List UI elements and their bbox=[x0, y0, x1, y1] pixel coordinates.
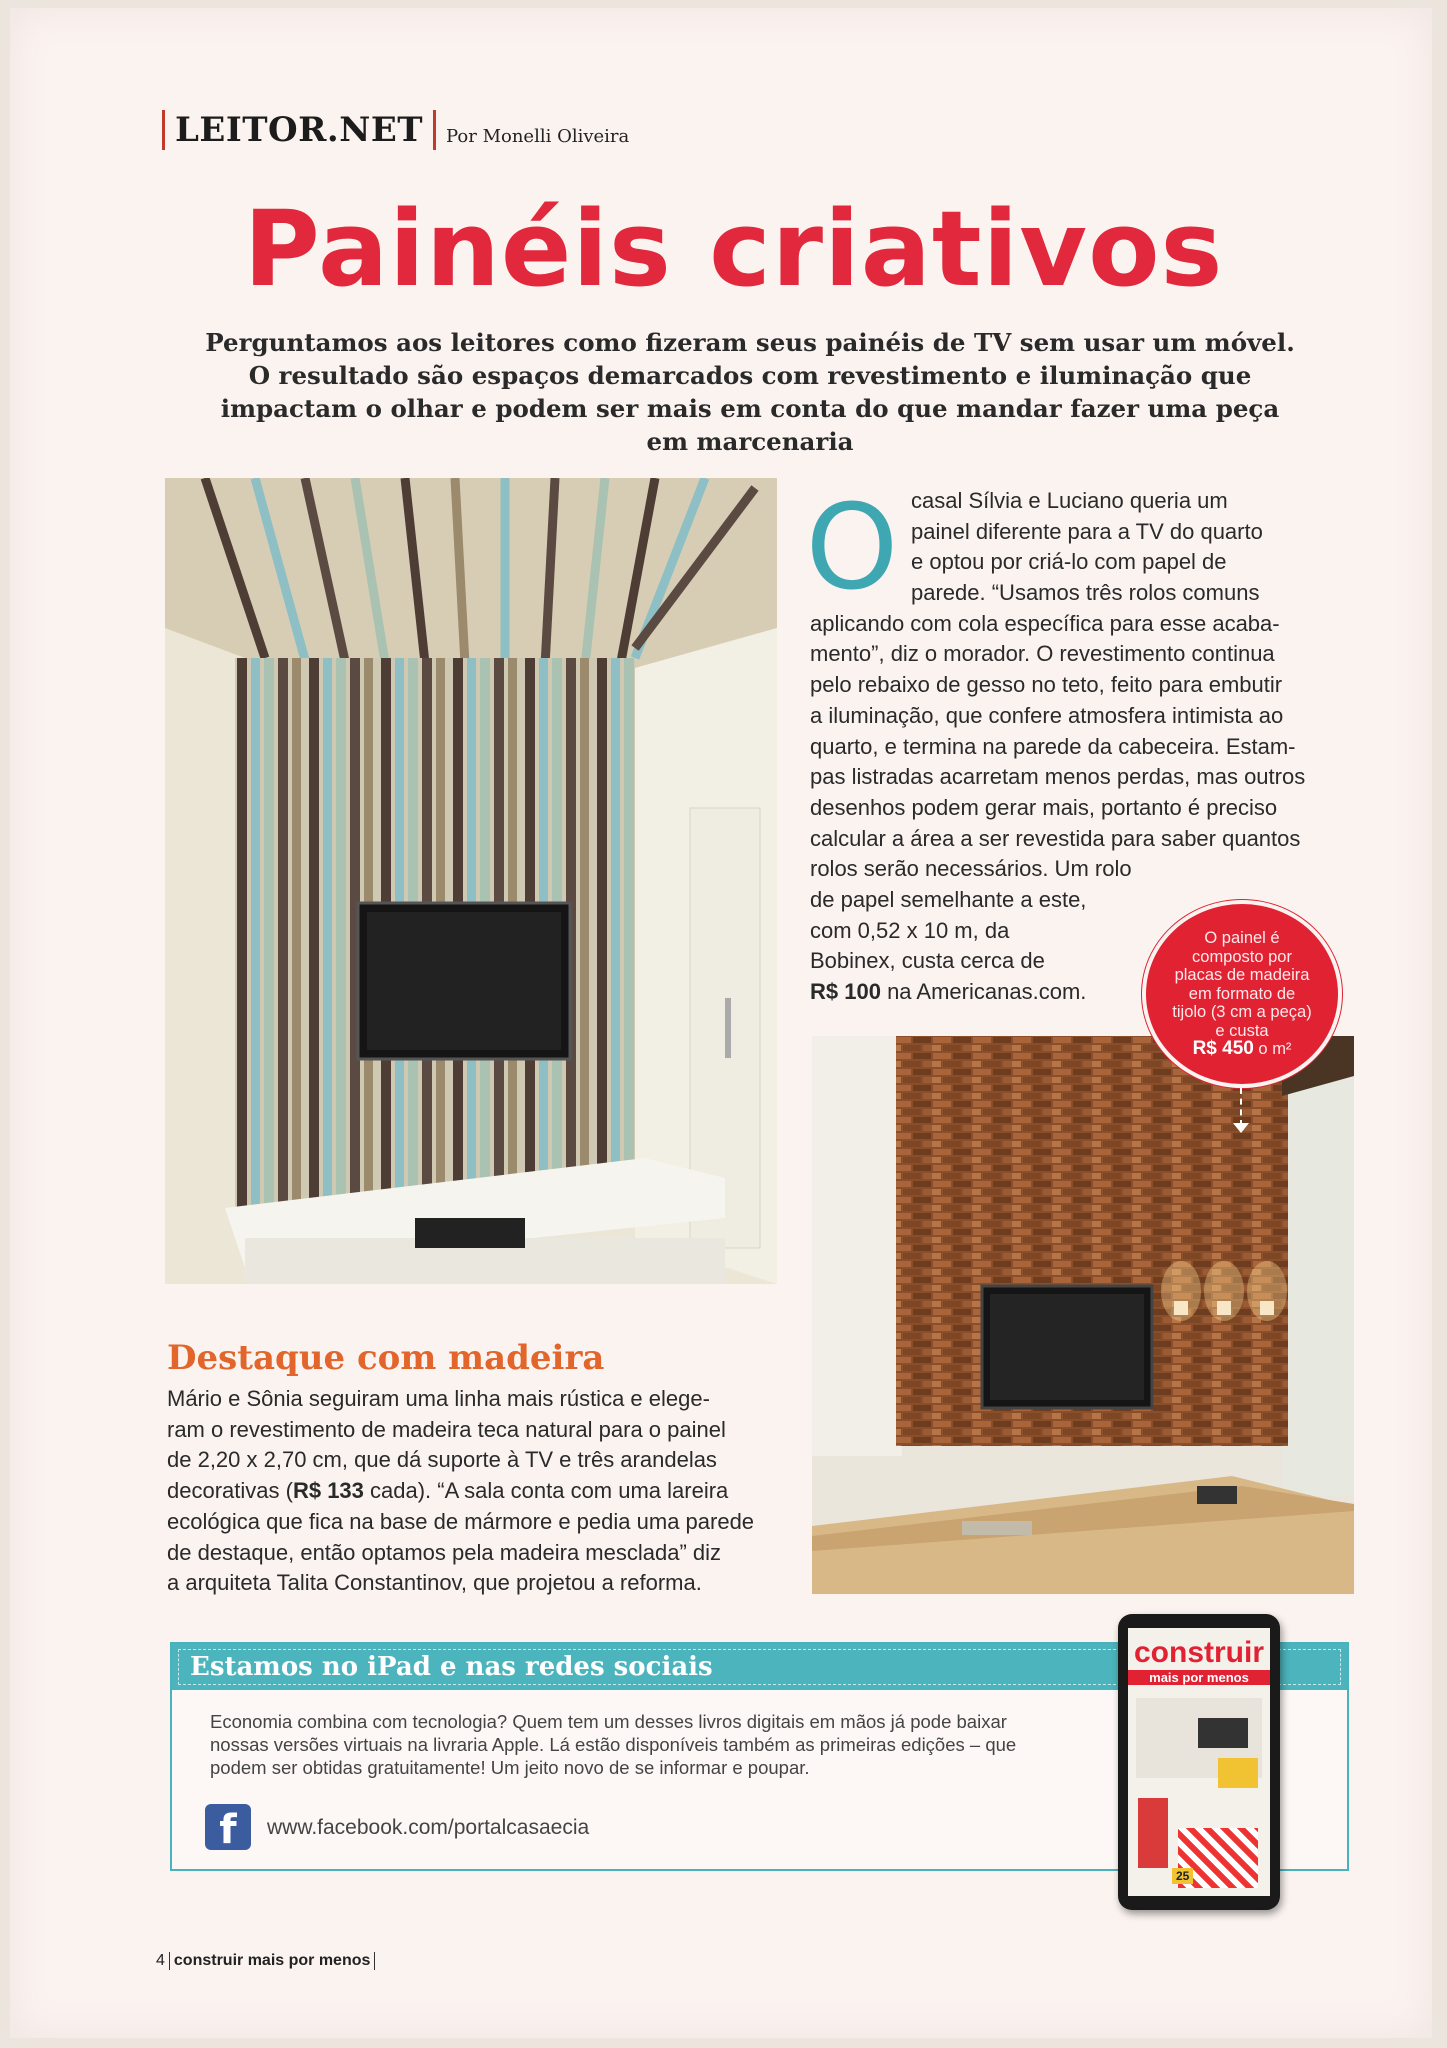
callout-line: e custa bbox=[1215, 1021, 1269, 1040]
striped-wall-photo bbox=[165, 478, 777, 1284]
article2-line: de destaque, então optamos pela madeira mesclada” diz bbox=[167, 1539, 722, 1565]
article1-line: mento”, diz o morador. O revestimento continua bbox=[810, 641, 1275, 667]
article1-price-suffix: na Americanas.com. bbox=[880, 979, 1087, 1005]
callout-line: tijolo (3 cm a peça) bbox=[1172, 1003, 1312, 1022]
article2-line: Mário e Sônia seguiram uma linha mais rústica e elege- bbox=[167, 1386, 710, 1411]
folio-divider bbox=[374, 1952, 375, 1970]
article1-line: Bobinex, custa cerca de bbox=[810, 948, 1045, 974]
article2-body bbox=[167, 1384, 754, 1599]
callout-unit: o m² bbox=[1253, 1040, 1292, 1059]
section-header bbox=[162, 108, 629, 152]
folio-divider bbox=[169, 1952, 170, 1970]
callout-line: placas de madeira bbox=[1174, 966, 1310, 985]
callout-line: composto por bbox=[1192, 947, 1292, 966]
tablet-cover-title: construir bbox=[1133, 1636, 1265, 1669]
byline: Por Monelli Oliveira bbox=[446, 125, 630, 147]
article1-line: pas listradas acarretam menos perdas, mas outros bbox=[810, 764, 1306, 790]
ipad-box-text: Economia combina com tecnologia? Quem tem um desses livros digitais em mãos já pode baixar nossas versões virtuais na livraria Apple. Lá estão disponíveis também as primeiras edições – que podem ser obtidas gratuitamente! Um jeito novo de se informar e poupar. bbox=[210, 1711, 1017, 1778]
tablet-cover-price: 25 bbox=[1172, 1868, 1193, 1884]
article1-price: R$ 100 bbox=[810, 979, 881, 1005]
article1-intro bbox=[911, 486, 1263, 578]
article2-text: cada). “A sala conta com uma lareira bbox=[363, 1478, 729, 1504]
callout-line: em formato de bbox=[1188, 984, 1296, 1003]
article1-line: calcular a área a ser revestida para saber quantos bbox=[810, 825, 1301, 851]
section-rule bbox=[433, 110, 436, 150]
page-number: 4 bbox=[156, 1952, 165, 1969]
article2-line: ram o revestimento de madeira teca natural para o painel bbox=[167, 1416, 726, 1442]
wood-panel-photo bbox=[812, 1036, 1354, 1594]
section-rule bbox=[162, 110, 165, 150]
article2-line: ecológica que fica na base de mármore e pedia uma parede bbox=[167, 1508, 755, 1534]
magazine-name: construir mais por menos bbox=[173, 1952, 371, 1969]
callout-arrow bbox=[1240, 1088, 1242, 1126]
article1-line: e optou por criá-lo com papel de bbox=[911, 549, 1227, 575]
article1-line: de papel semelhante a este, bbox=[810, 887, 1087, 913]
section-name: LEITOR.NET bbox=[175, 110, 424, 150]
facebook-icon[interactable]: f bbox=[205, 1804, 251, 1850]
article1-line: desenhos podem gerar mais, portanto é preciso bbox=[810, 794, 1278, 820]
callout-line: O painel é bbox=[1204, 929, 1280, 948]
magazine-page bbox=[10, 8, 1432, 2038]
headline: Painéis criativos bbox=[243, 188, 1224, 310]
tablet-cover-subtitle: mais por menos bbox=[1128, 1670, 1270, 1685]
article1-line: quarto, e termina na parede da cabeceira. Estam- bbox=[810, 733, 1296, 759]
article2-line bbox=[167, 1476, 754, 1507]
tablet-image bbox=[1118, 1614, 1280, 1910]
article1-line: com 0,52 x 10 m, da bbox=[810, 917, 1010, 943]
article2-text: decorativas ( bbox=[167, 1478, 293, 1504]
subhead: Destaque com madeira bbox=[167, 1338, 605, 1378]
drop-cap: O bbox=[805, 478, 899, 616]
callout-arrowhead bbox=[1233, 1123, 1249, 1133]
article2-line: a arquiteta Talita Constantinov, que projetou a reforma. bbox=[167, 1570, 702, 1596]
article1-line: pelo rebaixo de gesso no teto, feito para embutir bbox=[810, 672, 1283, 698]
show-through-text bbox=[90, 108, 112, 200]
price-callout bbox=[1146, 904, 1338, 1084]
article2-price: R$ 133 bbox=[292, 1478, 364, 1504]
tablet-screen bbox=[1128, 1628, 1270, 1896]
callout-price: R$ 450 bbox=[1192, 1038, 1254, 1060]
ipad-box-title: Estamos no iPad e nas redes sociais bbox=[172, 1644, 1347, 1690]
dek: Perguntamos aos leitores como fizeram seus painéis de TV sem usar um móvel. O resultado são espaços demarcados com revestimento e iluminação que impactam o olhar e podem ser mais em conta do que mandar fazer uma peça em marcenaria bbox=[205, 328, 1295, 456]
facebook-link[interactable]: www.facebook.com/portalcasaecia bbox=[267, 1816, 590, 1839]
article1-line: casal Sílvia e Luciano queria um bbox=[911, 488, 1228, 513]
article1-line: parede. “Usamos três rolos comuns bbox=[911, 580, 1260, 605]
article1-line: rolos serão necessários. Um rolo bbox=[810, 856, 1132, 882]
article1-line: aplicando com cola específica para esse acaba- bbox=[810, 610, 1280, 636]
folio bbox=[156, 1952, 375, 1970]
article1-line: painel diferente para a TV do quarto bbox=[911, 518, 1263, 544]
article2-line: de 2,20 x 2,70 cm, que dá suporte à TV e três arandelas bbox=[167, 1447, 717, 1473]
callout-price-line bbox=[1193, 1040, 1292, 1059]
article1-line: a iluminação, que confere atmosfera intimista ao bbox=[810, 702, 1284, 728]
